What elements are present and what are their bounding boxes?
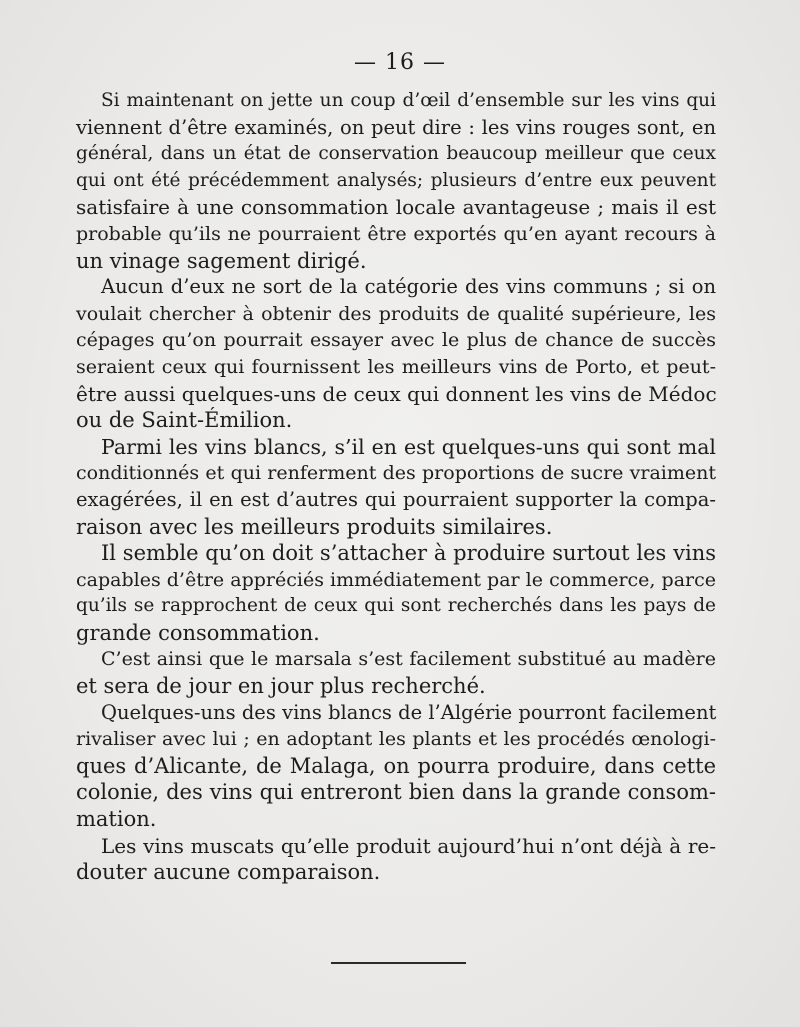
- text-line: raison avec les meilleurs produits similaires.: [76, 514, 553, 539]
- text-line: mation.: [76, 807, 157, 832]
- text-line: grande consommation.: [76, 620, 320, 645]
- text-line: ou de Saint-Émilion.: [76, 408, 293, 433]
- text-line: ques d’Alicante, de Malaga, on pourra produire, dans cette: [76, 753, 716, 778]
- text-line: probable qu’ils ne pourraient être exportés qu’en ayant recours à: [76, 222, 716, 245]
- text-line: Parmi les vins blancs, s’il en est quelques-uns qui sont mal: [101, 434, 716, 459]
- page-number: — 16 —: [354, 50, 446, 75]
- paragraph-white-wines: [76, 434, 716, 540]
- text-line: seraient ceux qui fournissent les meilleurs vins de Porto, et peut-: [76, 355, 716, 378]
- text-line: satisfaire à une consommation locale avantageuse ; mais il est: [76, 195, 716, 220]
- text-line: capables d’être appréciés immédiatement par le commerce, parce: [76, 568, 716, 591]
- text-line: colonie, des vins qui entreront bien dans la grande consom-: [76, 780, 716, 805]
- text-line: voulait chercher à obtenir des produits de qualité supérieure, les: [76, 302, 716, 325]
- text-line: et sera de jour en jour plus recherché.: [76, 674, 486, 699]
- text-line: Quelques-uns des vins blancs de l’Algérie pourront facilement: [101, 700, 717, 724]
- text-line: Il semble qu’on doit s’attacher à produire surtout les vins: [101, 541, 716, 566]
- text-line: général, dans un état de conservation beaucoup meilleur que ceux: [76, 143, 716, 165]
- section-end-rule: [331, 962, 466, 964]
- text-line: qui ont été précédemment analysés; plusieurs d’entre eux peuvent: [76, 169, 716, 191]
- text-line: Si maintenant on jette un coup d’œil d’ensemble sur les vins qui: [101, 90, 716, 111]
- paragraph-overview: [76, 88, 716, 274]
- text-line: être aussi quelques-uns de ceux qui donnent les vins de Médoc: [76, 381, 717, 406]
- paragraph-algeria: [76, 700, 716, 833]
- text-line: un vinage sagement dirigé.: [76, 248, 367, 273]
- text-line: conditionnés et qui renferment des proportions de sucre vraiment: [76, 462, 716, 485]
- text-line: cépages qu’on pourrait essayer avec le plus de chance de succès: [76, 329, 716, 352]
- paragraph-marsala: [76, 646, 716, 699]
- body-text: [76, 88, 716, 886]
- text-line: viennent d’être examinés, on peut dire : les vins rouges sont, en: [76, 115, 716, 139]
- text-line: C’est ainsi que le marsala s’est facilement substitué au madère: [101, 648, 716, 671]
- paragraph-common-wines: [76, 274, 716, 434]
- paragraph-commerce: [76, 540, 716, 646]
- text-line: douter aucune comparaison.: [76, 860, 381, 885]
- text-line: Les vins muscats qu’elle produit aujourd’hui n’ont déjà à re-: [101, 833, 716, 858]
- text-line: rivaliser avec lui ; en adoptant les plants et les procédés œnologi-: [76, 728, 716, 751]
- paragraph-muscat: [76, 833, 716, 886]
- text-line: qu’ils se rapprochent de ceux qui sont recherchés dans les pays de: [76, 595, 716, 617]
- text-line: Aucun d’eux ne sort de la catégorie des vins communs ; si on: [101, 275, 716, 299]
- text-line: exagérées, il en est d’autres qui pourraient supporter la compa-: [76, 487, 716, 511]
